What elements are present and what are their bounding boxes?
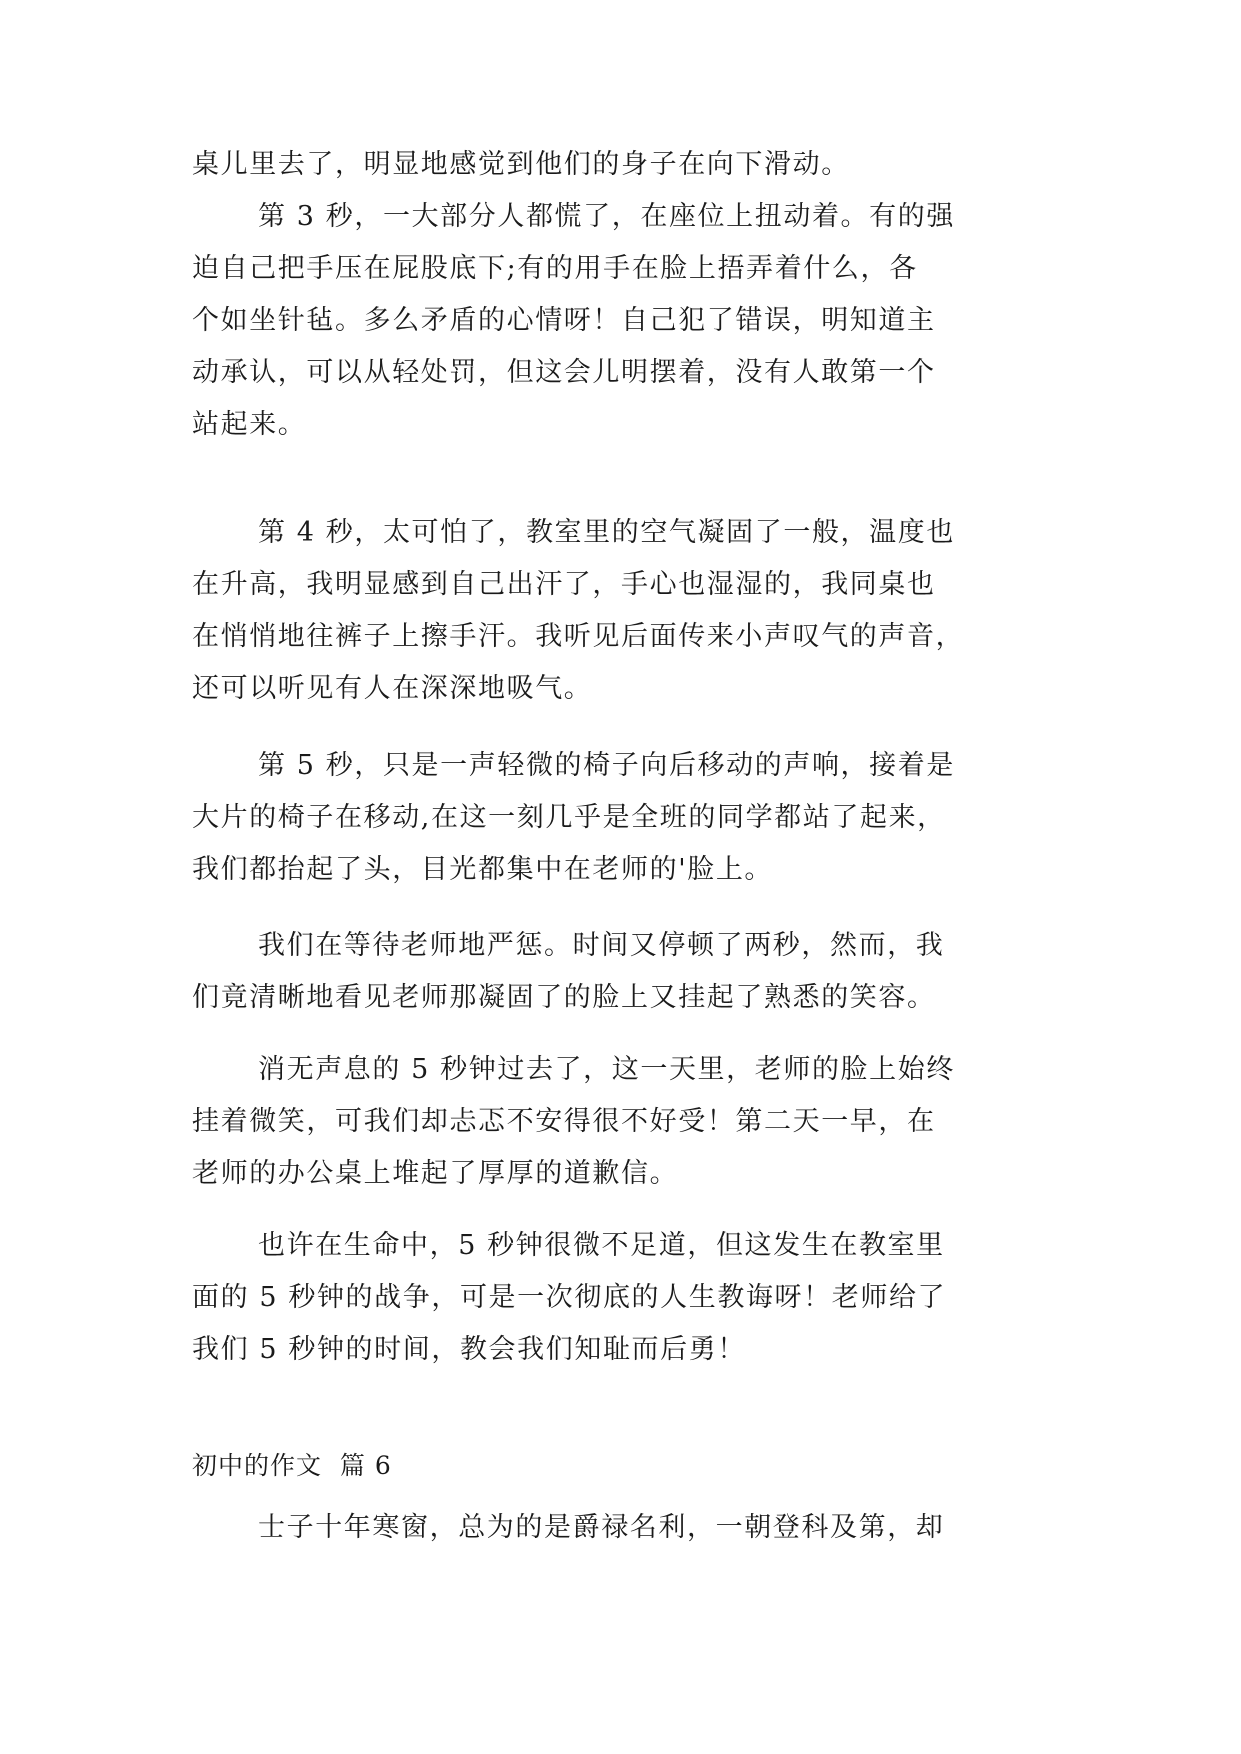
text-line: 大片的椅子在移动,在这一刻几乎是全班的同学都站了起来，: [192, 802, 946, 833]
text-line: 迫自己把手压在屁股底下;有的用手在脸上捂弄着什么，各: [192, 253, 918, 284]
text-line: 我们在等待老师地严惩。时间又停顿了两秒，然而，我: [258, 930, 945, 961]
text-line: 在升高，我明显感到自己出汗了，手心也湿湿的，我同桌也: [192, 569, 936, 600]
text-line: 消无声息的 5 秒钟过去了，这一天里，老师的脸上始终: [258, 1054, 955, 1085]
text-line: 士子十年寒窗，总为的是爵禄名利，一朝登科及第，却: [258, 1512, 945, 1543]
text-line: 第 5 秒，只是一声轻微的椅子向后移动的声响，接着是: [258, 750, 955, 781]
text-line: 桌儿里去了，明显地感觉到他们的身子在向下滑动。: [192, 149, 850, 180]
text-line: 我们 5 秒钟的时间，教会我们知耻而后勇！: [192, 1334, 746, 1365]
text-line: 在悄悄地往裤子上擦手汗。我听见后面传来小声叹气的声音，: [192, 621, 965, 652]
text-line: 老师的办公桌上堆起了厚厚的道歉信。: [192, 1158, 679, 1189]
text-line: 第 4 秒，太可怕了，教室里的空气凝固了一般，温度也: [258, 517, 955, 548]
text-line: 面的 5 秒钟的战争，可是一次彻底的人生教诲呀！老师给了: [192, 1282, 947, 1313]
text-line: 个如坐针毡。多么矛盾的心情呀！自己犯了错误，明知道主: [192, 305, 936, 336]
text-line: 动承认，可以从轻处罚，但这会儿明摆着，没有人敢第一个: [192, 357, 936, 388]
section-heading: 初中的作文 篇 6: [192, 1451, 392, 1480]
text-line: 我们都抬起了头，目光都集中在老师的'脸上。: [192, 854, 774, 885]
text-line: 挂着微笑，可我们却忐忑不安得很不好受！第二天一早，在: [192, 1106, 936, 1137]
text-line: 站起来。: [192, 409, 307, 440]
text-line: 们竟清晰地看见老师那凝固了的脸上又挂起了熟悉的笑容。: [192, 982, 936, 1013]
text-line: 第 3 秒，一大部分人都慌了，在座位上扭动着。有的强: [258, 201, 955, 232]
text-line: 还可以听见有人在深深地吸气。: [192, 673, 593, 704]
text-line: 也许在生命中，5 秒钟很微不足道，但这发生在教室里: [258, 1230, 945, 1261]
